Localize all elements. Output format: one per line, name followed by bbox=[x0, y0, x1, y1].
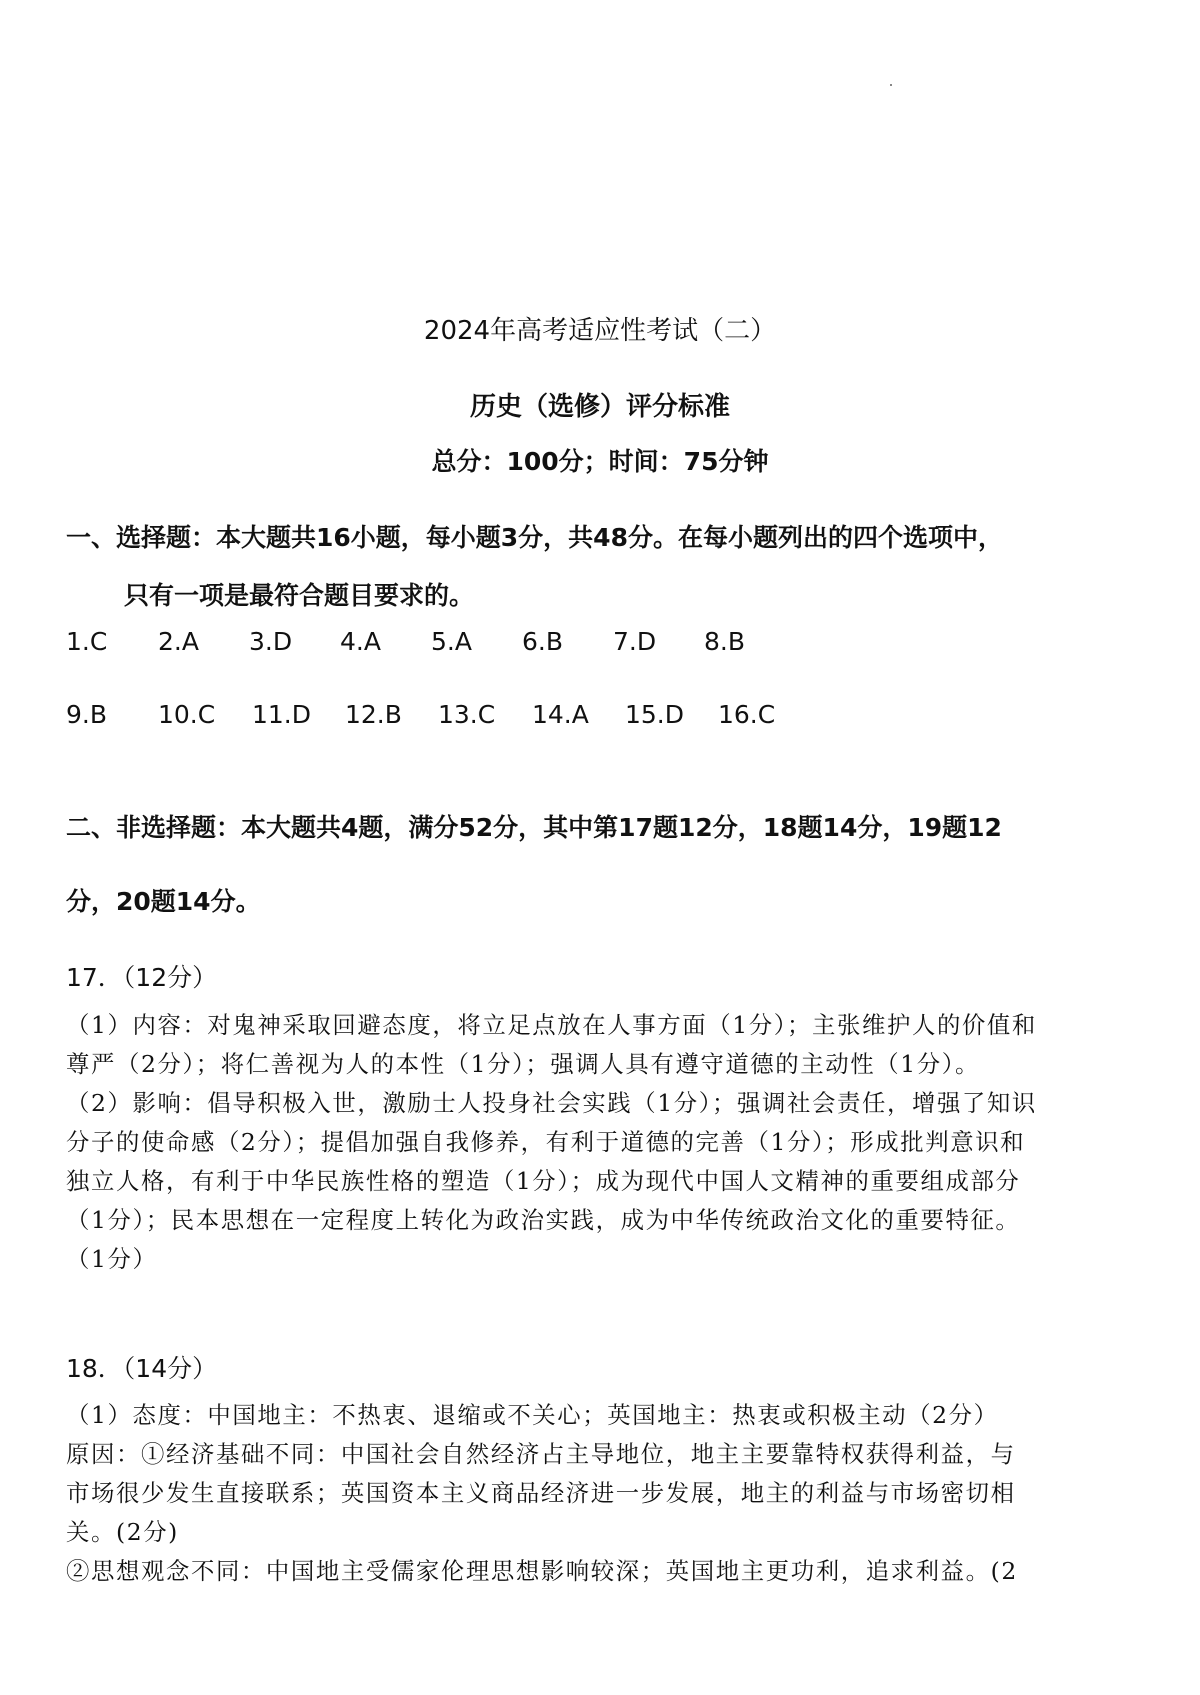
answer-line: 关。(2分) bbox=[66, 1518, 179, 1546]
answer-line: （1）态度：中国地主：不热衷、退缩或不关心；英国地主：热衷或积极主动（2分） bbox=[66, 1401, 999, 1429]
answer-line: 市场很少发生直接联系；英国资本主义商品经济进一步发展，地主的利益与市场密切相 bbox=[66, 1479, 1016, 1507]
answer-item: 11.D bbox=[252, 700, 312, 729]
section1-heading-line1: 一、选择题：本大题共16小题，每小题3分，共48分。在每小题列出的四个选项中， bbox=[66, 523, 1003, 552]
answer-item: 2.A bbox=[158, 627, 199, 656]
answer-item: 4.A bbox=[340, 627, 381, 656]
answers-row-1 bbox=[66, 627, 1146, 661]
question-18-heading: 18．（14分） bbox=[66, 1354, 218, 1383]
section2-heading-line1: 二、非选择题：本大题共4题，满分52分，其中第17题12分，18题14分，19题12 bbox=[66, 813, 1002, 842]
section2-heading-line2: 分，20题14分。 bbox=[66, 887, 261, 916]
answer-item: 5.A bbox=[431, 627, 472, 656]
answer-item: 3.D bbox=[249, 627, 293, 656]
answer-item: 15.D bbox=[625, 700, 685, 729]
answer-line: 分子的使命感（2分）；提倡加强自我修养，有利于道德的完善（1分）；形成批判意识和 bbox=[66, 1128, 1026, 1156]
answer-line: （1分）；民本思想在一定程度上转化为政治实践，成为中华传统政治文化的重要特征。 bbox=[66, 1206, 1021, 1234]
answer-item: 13.C bbox=[438, 700, 496, 729]
question-18-answer bbox=[66, 1396, 1146, 1591]
answer-item: 9.B bbox=[66, 700, 108, 729]
answer-line: 原因：①经济基础不同：中国社会自然经济占主导地位，地主主要靠特权获得利益，与 bbox=[66, 1440, 1016, 1468]
answer-line: （1）内容：对鬼神采取回避态度，将立足点放在人事方面（1分）；主张维护人的价值和 bbox=[66, 1011, 1037, 1039]
answer-item: 1.C bbox=[66, 627, 108, 656]
answer-item: 8.B bbox=[704, 627, 746, 656]
answer-item: 14.A bbox=[532, 700, 589, 729]
answer-line: （1分） bbox=[66, 1245, 158, 1273]
question-17-heading: 17．（12分） bbox=[66, 963, 218, 992]
answer-item: 6.B bbox=[522, 627, 564, 656]
answer-item: 16.C bbox=[718, 700, 776, 729]
answers-row-2 bbox=[66, 700, 1146, 734]
score-and-time: 总分：100分；时间：75分钟 bbox=[431, 447, 769, 476]
exam-title: 2024年高考适应性考试（二） bbox=[423, 316, 777, 346]
section1-heading-line2: 只有一项是最符合题目要求的。 bbox=[124, 581, 475, 610]
subject-title: 历史（选修）评分标准 bbox=[469, 392, 730, 422]
answer-line: ②思想观念不同：中国地主受儒家伦理思想影响较深；英国地主更功利，追求利益。(2 bbox=[66, 1557, 1018, 1585]
answer-line: 独立人格，有利于中华民族性格的塑造（1分）；成为现代中国人文精神的重要组成部分 bbox=[66, 1167, 1021, 1195]
answer-item: 12.B bbox=[345, 700, 402, 729]
scan-speck bbox=[890, 84, 892, 86]
question-17-answer bbox=[66, 1006, 1146, 1279]
answer-line: 尊严（2分）；将仁善视为人的本性（1分）；强调人具有遵守道德的主动性（1分）。 bbox=[66, 1050, 981, 1078]
answer-item: 10.C bbox=[158, 700, 216, 729]
answer-line: （2）影响：倡导积极入世，激励士人投身社会实践（1分）；强调社会责任，增强了知识 bbox=[66, 1089, 1037, 1117]
answer-item: 7.D bbox=[613, 627, 657, 656]
